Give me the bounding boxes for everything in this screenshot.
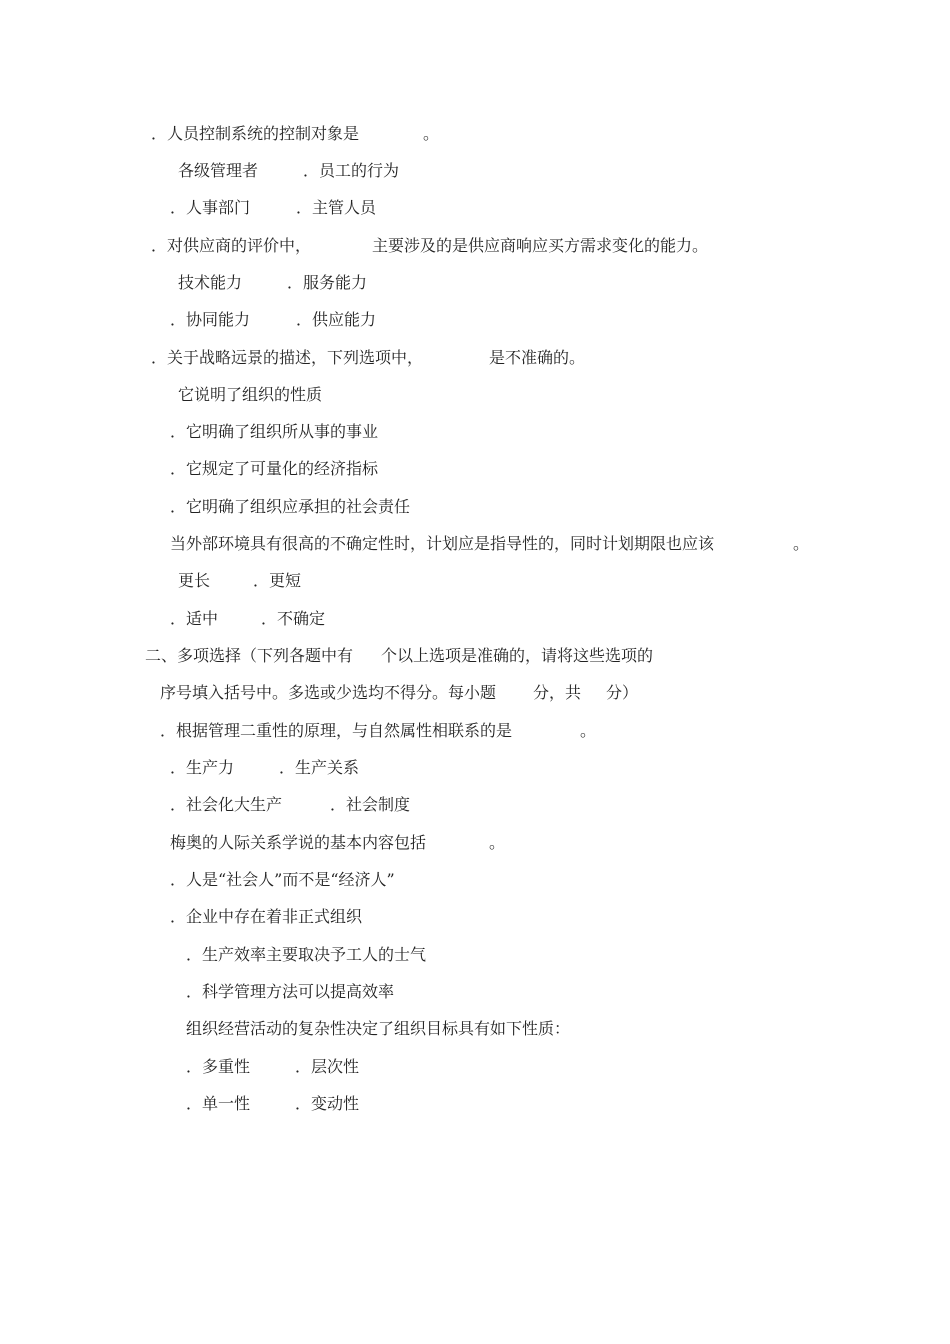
- section-heading: 二、多项选择（下列各题中有: [145, 646, 354, 665]
- multi-question-2-option-d: ．科学管理方法可以提高效率: [186, 982, 395, 1001]
- multi-question-2-stem: 梅奥的人际关系学说的基本内容包括: [170, 833, 427, 852]
- multi-question-3-stem: 组织经营活动的复杂性决定了组织目标具有如下性质：: [186, 1019, 571, 1038]
- question-1-option-b: ．员工的行为: [303, 161, 400, 180]
- question-3-stem-end: 是不准确的。: [489, 348, 586, 367]
- multi-question-1-option-a: ．生产力: [170, 758, 235, 777]
- question-1-stem: ．人员控制系统的控制对象是: [151, 124, 360, 143]
- question-2-stem: ．对供应商的评价中，: [151, 236, 312, 255]
- question-2-option-c: ．协同能力: [170, 310, 251, 329]
- section-instructions-cont: 分，共: [533, 683, 582, 702]
- question-1-stem-end: 。: [423, 124, 440, 143]
- question-3-option-c: ．它规定了可量化的经济指标: [170, 459, 379, 478]
- multi-question-2-option-a: ．人是“社会人”而不是“经济人”: [170, 870, 395, 889]
- multi-question-1-option-c: ．社会化大生产: [170, 795, 283, 814]
- question-4-option-b: ．更短: [253, 571, 302, 590]
- question-4-stem-end: 。: [793, 534, 810, 553]
- question-4-option-a: 更长: [178, 571, 211, 590]
- question-1-option-c: ．人事部门: [170, 198, 251, 217]
- question-4-option-d: ．不确定: [261, 609, 326, 628]
- multi-question-1-stem-end: 。: [580, 721, 597, 740]
- section-instructions-end: 分）: [606, 683, 639, 702]
- multi-question-1-stem: ．根据管理二重性的原理，与自然属性相联系的是: [160, 721, 513, 740]
- question-1-option-d: ．主管人员: [296, 198, 377, 217]
- question-2-stem-end: 主要涉及的是供应商响应买方需求变化的能力。: [372, 236, 709, 255]
- question-2-option-d: ．供应能力: [296, 310, 377, 329]
- multi-question-3-option-a: ．多重性: [186, 1057, 251, 1076]
- question-3-option-a: 它说明了组织的性质: [178, 385, 323, 404]
- question-4-stem: 当外部环境具有很高的不确定性时，计划应是指导性的，同时计划期限也应该: [170, 534, 715, 553]
- section-heading-cont: 个以上选项是准确的，请将这些选项的: [381, 646, 654, 665]
- multi-question-2-option-c: ．生产效率主要取决予工人的士气: [186, 945, 427, 964]
- multi-question-1-option-d: ．社会制度: [330, 795, 411, 814]
- multi-question-3-option-d: ．变动性: [295, 1094, 360, 1113]
- question-1-option-a: 各级管理者: [178, 161, 259, 180]
- multi-question-3-option-b: ．层次性: [295, 1057, 360, 1076]
- multi-question-2-stem-end: 。: [489, 833, 506, 852]
- question-3-option-b: ．它明确了组织所从事的事业: [170, 422, 379, 441]
- question-2-option-a: 技术能力: [178, 273, 243, 292]
- multi-question-3-option-c: ．单一性: [186, 1094, 251, 1113]
- multi-question-1-option-b: ．生产关系: [279, 758, 360, 777]
- question-3-stem: ．关于战略远景的描述，下列选项中，: [151, 348, 424, 367]
- section-instructions: 序号填入括号中。多选或少选均不得分。每小题: [160, 683, 497, 702]
- question-3-option-d: ．它明确了组织应承担的社会责任: [170, 497, 411, 516]
- question-2-option-b: ．服务能力: [287, 273, 368, 292]
- multi-question-2-option-b: ．企业中存在着非正式组织: [170, 907, 363, 926]
- question-4-option-c: ．适中: [170, 609, 219, 628]
